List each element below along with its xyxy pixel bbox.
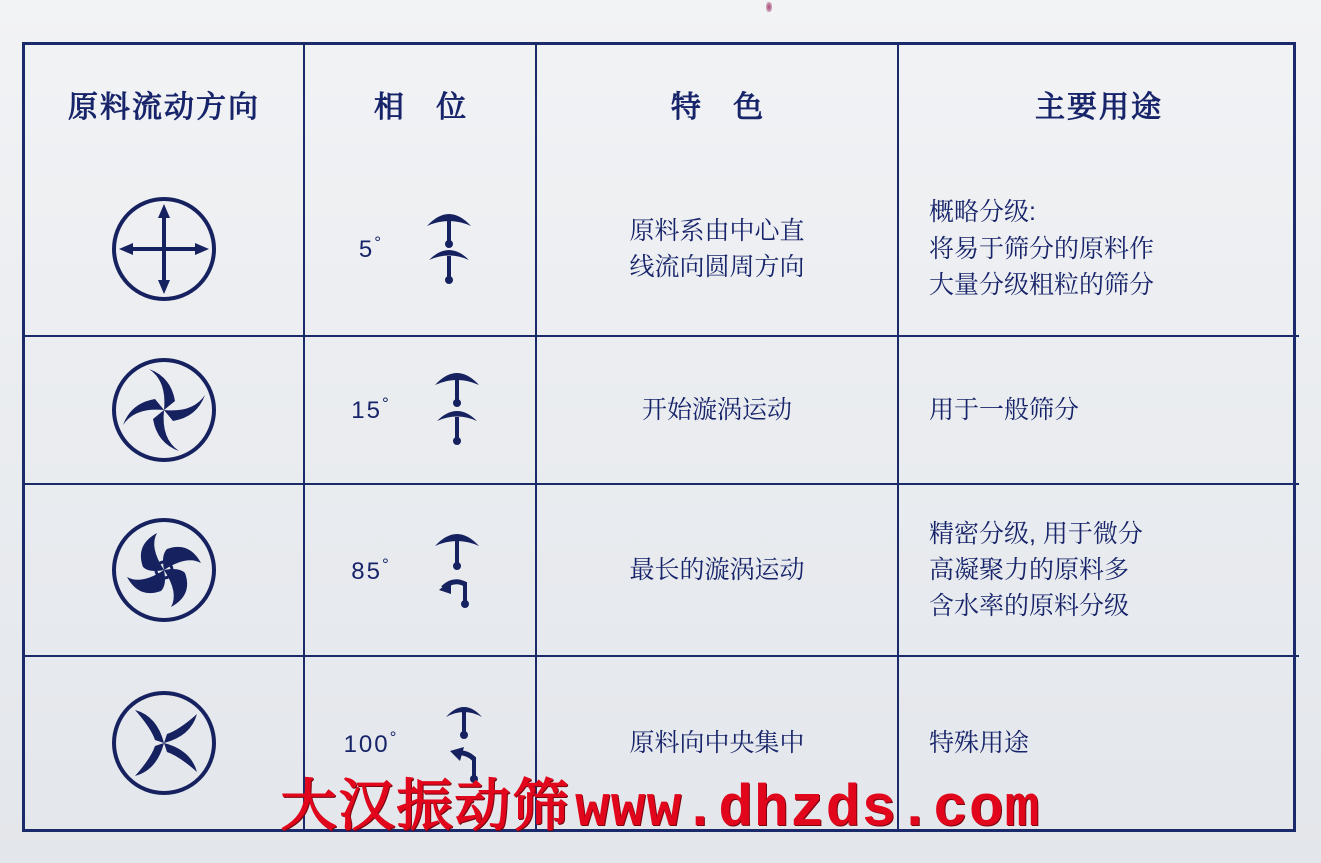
main-use-text [899, 510, 1299, 631]
phase-angle-value: 85° [351, 554, 391, 585]
use-line: 特殊用途 [929, 729, 1030, 758]
phase-angle-value: 5° [358, 233, 384, 264]
double-dome-arrow-up-icon [425, 359, 489, 460]
flow-direction-cell [25, 656, 304, 829]
paper-speck [766, 2, 772, 12]
table-row [25, 484, 1299, 657]
feature-line: 最长的漩涡运动 [629, 556, 805, 585]
use-line: 概略分级: [929, 198, 1036, 227]
feature-cell [536, 163, 898, 336]
flow-direction-cell [25, 163, 304, 336]
main-use-cell [898, 336, 1299, 484]
watermark-url: www.dhzds.com [574, 778, 1041, 843]
feature-line: 开始漩涡运动 [641, 395, 792, 424]
use-line: 含水率的原料分级 [929, 592, 1130, 621]
header-phase: 相 位 [304, 45, 536, 163]
table-body [25, 163, 1299, 829]
feature-text [537, 386, 897, 434]
phase-cell [304, 484, 536, 657]
header-feature: 特 色 [536, 45, 898, 163]
feature-text [537, 546, 897, 594]
phase-cell [304, 163, 536, 336]
use-line: 将易于筛分的原料作 [929, 234, 1155, 263]
phase-cell [304, 336, 536, 484]
main-use-text [899, 188, 1299, 309]
main-use-cell [898, 163, 1299, 336]
dome-arrow-down-left-icon [432, 693, 496, 794]
main-use-cell [898, 484, 1299, 657]
flow-direction-cell [25, 484, 304, 657]
use-line: 精密分级, 用于微分 [929, 519, 1143, 548]
main-use-cell [898, 656, 1299, 829]
use-line: 大量分级粗粒的筛分 [929, 270, 1155, 299]
flow-direction-cell [25, 336, 304, 484]
feature-cell [536, 656, 898, 829]
phase-angle-value: 100° [343, 727, 399, 758]
table-row [25, 163, 1299, 336]
feature-line: 原料向中央集中 [629, 729, 805, 758]
table-row [25, 336, 1299, 484]
use-line: 高凝聚力的原料多 [929, 556, 1130, 585]
spiral-swirl-circle-icon [25, 511, 303, 629]
dome-arrow-up-left-icon [425, 520, 489, 621]
table-row [25, 656, 1299, 829]
table-head [25, 45, 1299, 163]
feature-text [537, 207, 897, 292]
cross-arrows-circle-icon [25, 190, 303, 308]
use-line: 用于一般筛分 [929, 395, 1080, 424]
main-use-text [899, 386, 1299, 434]
header-flow-direction: 原料流动方向 [25, 45, 304, 163]
feature-line: 线流向圆周方向 [629, 252, 805, 281]
double-dome-arrow-up-icon [417, 198, 481, 299]
spec-table [25, 45, 1299, 829]
feature-cell [536, 336, 898, 484]
three-blade-pinwheel-circle-icon [25, 684, 303, 802]
feature-line: 原料系由中心直 [629, 216, 805, 245]
phase-cell [304, 656, 536, 829]
table-header-row [25, 45, 1299, 163]
feature-cell [536, 484, 898, 657]
header-main-use: 主要用途 [898, 45, 1299, 163]
feature-text [537, 719, 897, 767]
main-use-text [899, 719, 1299, 767]
spec-table-container [22, 42, 1296, 832]
four-curved-blades-circle-icon [25, 351, 303, 469]
watermark-brand: 大汉振动筛 [280, 776, 571, 838]
phase-angle-value: 15° [351, 394, 391, 425]
